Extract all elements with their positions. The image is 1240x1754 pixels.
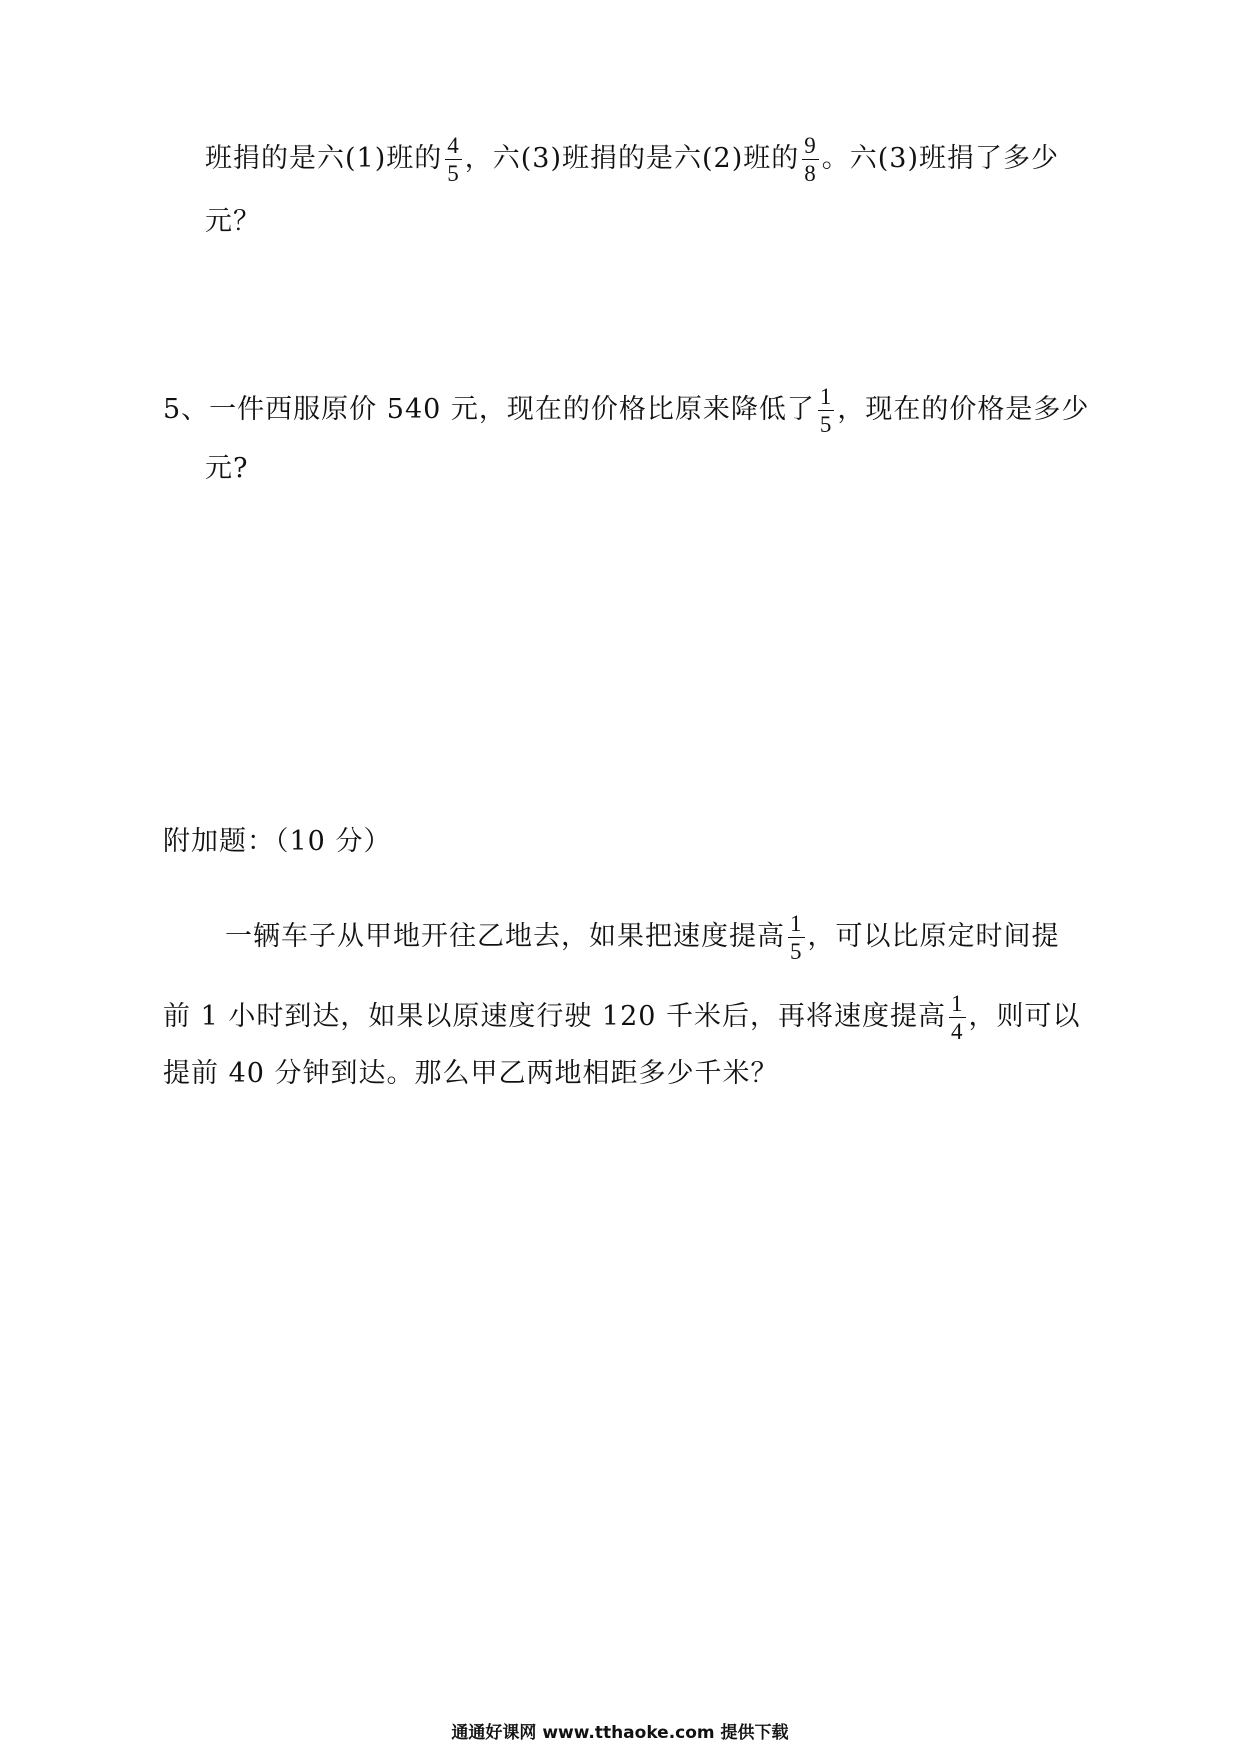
bonus-text-2: ，可以比原定时间提 (807, 921, 1060, 952)
bonus-line-2 (163, 992, 1081, 1043)
fraction-denominator: 5 (819, 412, 833, 437)
fraction-9-8 (802, 134, 819, 185)
fraction-numerator: 9 (804, 133, 817, 158)
q5-text-2: ，现在的价格是多少 (837, 394, 1090, 425)
fraction-numerator: 1 (790, 911, 803, 936)
bonus-line-1 (225, 912, 1060, 963)
q5-line-1 (163, 385, 1089, 436)
footer-download-notice: 通通好课网 www.tthaoke.com 提供下载 (451, 1723, 789, 1743)
q4-text-3: 。六(3)班捐了多少 (821, 143, 1059, 174)
fraction-numerator: 1 (819, 384, 833, 409)
q4-line-1 (205, 134, 1059, 185)
fraction-denominator: 5 (447, 161, 460, 186)
fraction-1-5 (788, 912, 805, 963)
q5-text-1: 5、一件西服原价 540 元，现在的价格比原来降低了 (163, 394, 815, 425)
fraction-denominator: 5 (790, 939, 803, 964)
q5-line-2: 元? (205, 453, 249, 484)
q4-text-1: 班捐的是六(1)班的 (205, 143, 443, 174)
fraction-numerator: 4 (447, 133, 460, 158)
fraction-denominator: 8 (804, 161, 817, 186)
q4-text-2: ，六(3)班捐的是六(2)班的 (464, 143, 800, 174)
fraction-1-5 (818, 385, 835, 436)
bonus-text-1: 一辆车子从甲地开往乙地去，如果把速度提高 (225, 921, 785, 952)
bonus-line-3: 提前 40 分钟到达。那么甲乙两地相距多少千米？ (163, 1058, 779, 1089)
fraction-4-5 (445, 134, 462, 185)
bonus-text-4: ，则可以 (968, 1001, 1081, 1032)
fraction-denominator: 4 (951, 1019, 964, 1044)
fraction-1-4 (949, 992, 966, 1043)
bonus-heading: 附加题：（10 分） (163, 826, 392, 857)
fraction-numerator: 1 (951, 991, 964, 1016)
q4-line-2: 元？ (205, 206, 261, 237)
bonus-text-3: 前 1 小时到达，如果以原速度行驶 120 千米后，再将速度提高 (163, 1001, 947, 1032)
